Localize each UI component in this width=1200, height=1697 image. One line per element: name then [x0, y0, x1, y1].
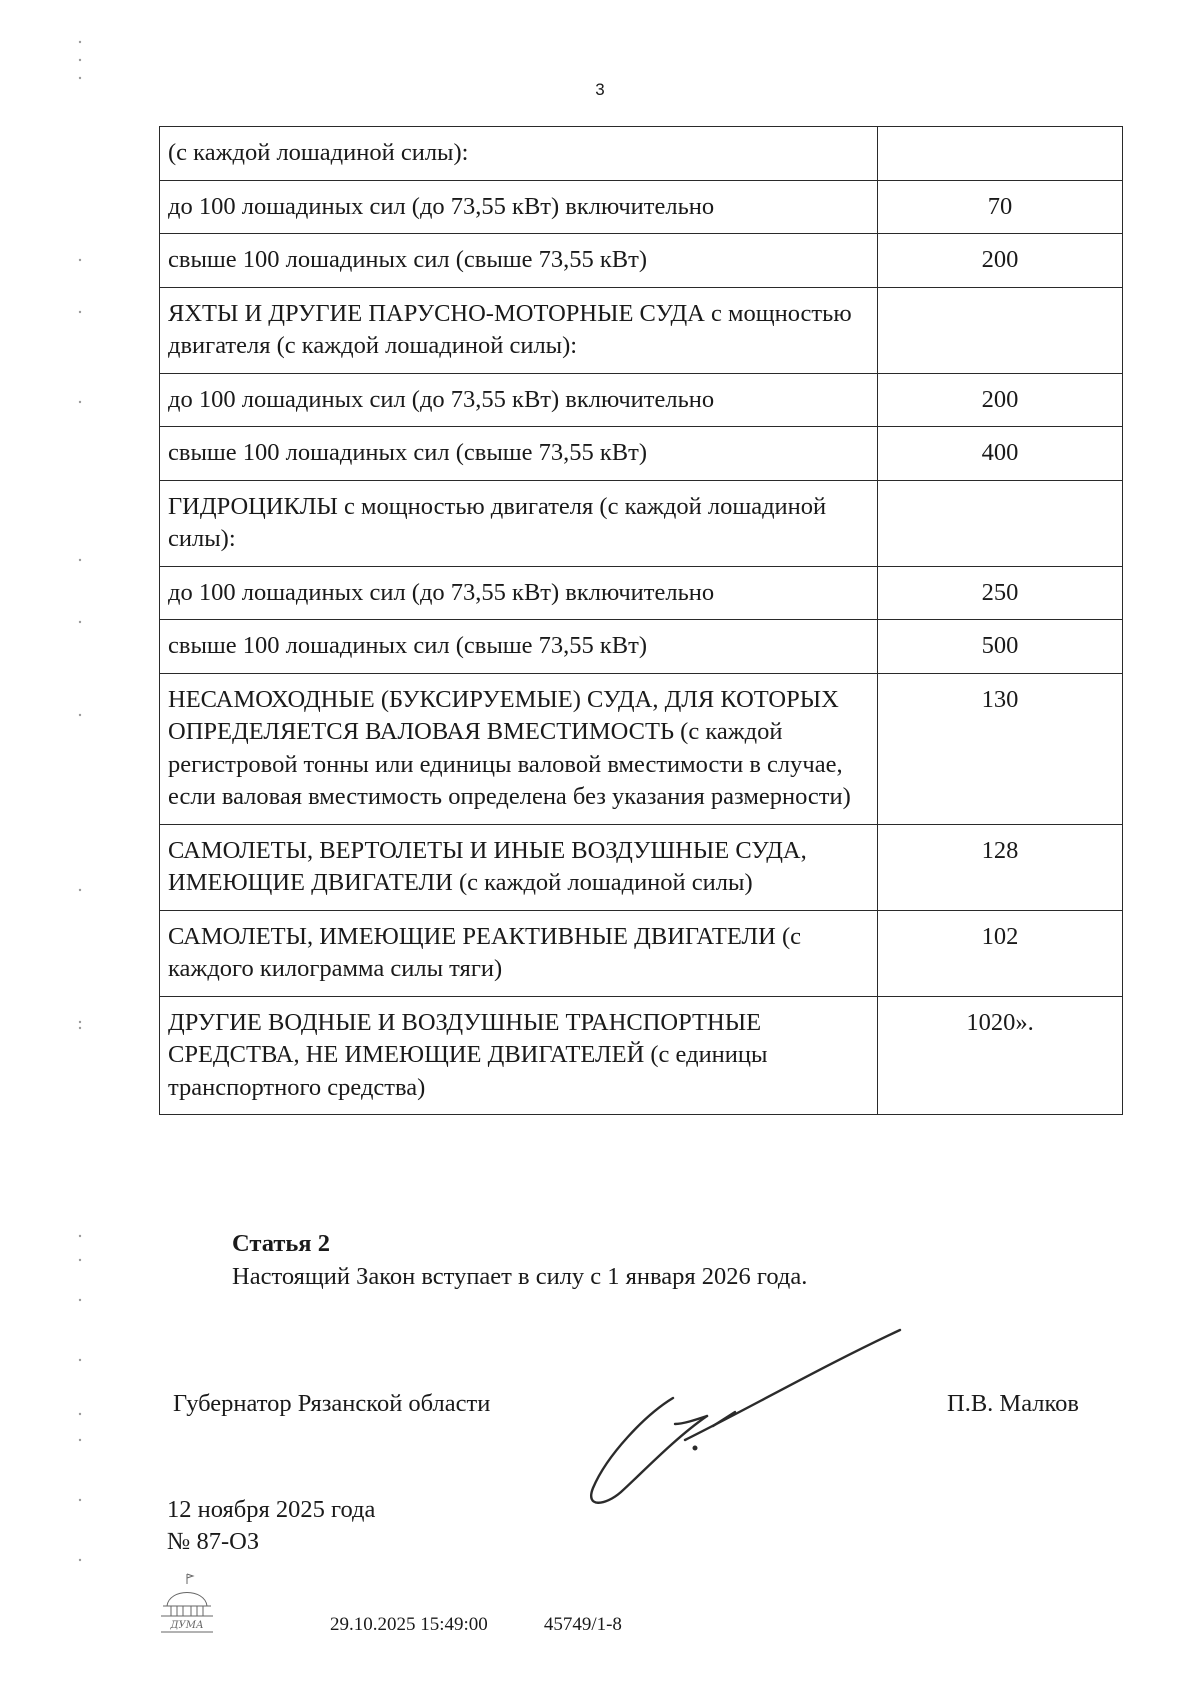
vehicle-category: НЕСАМОХОДНЫЕ (БУКСИРУЕМЫЕ) СУДА, ДЛЯ КОТОРЫХ ОПРЕДЕЛЯЕТСЯ ВАЛОВАЯ ВМЕСТИМОСТЬ (с каждой регистровой тонны или единицы валовой вместимости в случае, если валовая вместимость определена без указания размерности) [160, 673, 878, 824]
article-text: Настоящий Закон вступает в силу с 1 января 2026 года. [232, 1263, 808, 1290]
table-row [160, 996, 1123, 1115]
tax-rate: 128 [878, 824, 1123, 910]
table-row [160, 234, 1123, 288]
tax-rate [878, 127, 1123, 181]
page-number: 3 [595, 80, 605, 99]
tax-rate: 200 [878, 234, 1123, 288]
footer-stamp [330, 1614, 622, 1636]
table-row [160, 127, 1123, 181]
handwritten-signature [585, 1320, 905, 1520]
vehicle-category: до 100 лошадиных сил (до 73,55 кВт) включительно [160, 180, 878, 234]
margin-dots [70, 0, 90, 1697]
tax-rate: 200 [878, 373, 1123, 427]
document-number: № 87-ОЗ [167, 1528, 260, 1555]
article-title: Статья 2 [232, 1230, 330, 1257]
table-row [160, 287, 1123, 373]
tax-rate: 400 [878, 427, 1123, 481]
signer-name: П.В. Малков [947, 1390, 1079, 1417]
vehicle-category: до 100 лошадиных сил (до 73,55 кВт) включительно [160, 566, 878, 620]
table-row [160, 566, 1123, 620]
vehicle-category: до 100 лошадиных сил (до 73,55 кВт) включительно [160, 373, 878, 427]
vehicle-category: ДРУГИЕ ВОДНЫЕ И ВОЗДУШНЫЕ ТРАНСПОРТНЫЕ СРЕДСТВА, НЕ ИМЕЮЩИЕ ДВИГАТЕЛЕЙ (с единицы транспортного средства) [160, 996, 878, 1115]
tax-rate: 102 [878, 910, 1123, 996]
vehicle-category: ГИДРОЦИКЛЫ с мощностью двигателя (с каждой лошадиной силы): [160, 480, 878, 566]
vehicle-category: свыше 100 лошадиных сил (свыше 73,55 кВт) [160, 427, 878, 481]
tax-rate [878, 287, 1123, 373]
vehicle-category: САМОЛЕТЫ, ИМЕЮЩИЕ РЕАКТИВНЫЕ ДВИГАТЕЛИ (с каждого килограмма силы тяги) [160, 910, 878, 996]
duma-logo-icon [157, 1570, 217, 1638]
signer-position: Губернатор Рязанской области [173, 1390, 491, 1417]
tax-rate [878, 480, 1123, 566]
tax-rate-table [159, 126, 1123, 1115]
table-row [160, 824, 1123, 910]
footer-timestamp: 29.10.2025 15:49:00 [330, 1614, 488, 1635]
document-date: 12 ноября 2025 года [167, 1496, 376, 1523]
svg-text:ДУМА: ДУМА [170, 1620, 204, 1631]
table-row [160, 373, 1123, 427]
vehicle-category: свыше 100 лошадиных сил (свыше 73,55 кВт) [160, 620, 878, 674]
tax-rate: 1020». [878, 996, 1123, 1115]
table-row [160, 180, 1123, 234]
footer-registration: 45749/1-8 [543, 1614, 622, 1635]
document-date-number [167, 1494, 375, 1558]
table-row [160, 620, 1123, 674]
tax-rate: 250 [878, 566, 1123, 620]
tax-rate: 70 [878, 180, 1123, 234]
vehicle-category: (с каждой лошадиной силы): [160, 127, 878, 181]
vehicle-category: свыше 100 лошадиных сил (свыше 73,55 кВт) [160, 234, 878, 288]
tax-rate: 130 [878, 673, 1123, 824]
article-2 [232, 1227, 807, 1293]
table-row [160, 673, 1123, 824]
vehicle-category: ЯХТЫ И ДРУГИЕ ПАРУСНО-МОТОРНЫЕ СУДА с мощностью двигателя (с каждой лошадиной силы): [160, 287, 878, 373]
tax-rate: 500 [878, 620, 1123, 674]
table-row [160, 480, 1123, 566]
vehicle-category: САМОЛЕТЫ, ВЕРТОЛЕТЫ И ИНЫЕ ВОЗДУШНЫЕ СУДА, ИМЕЮЩИЕ ДВИГАТЕЛИ (с каждой лошадиной силы) [160, 824, 878, 910]
table-row [160, 910, 1123, 996]
table-row [160, 427, 1123, 481]
